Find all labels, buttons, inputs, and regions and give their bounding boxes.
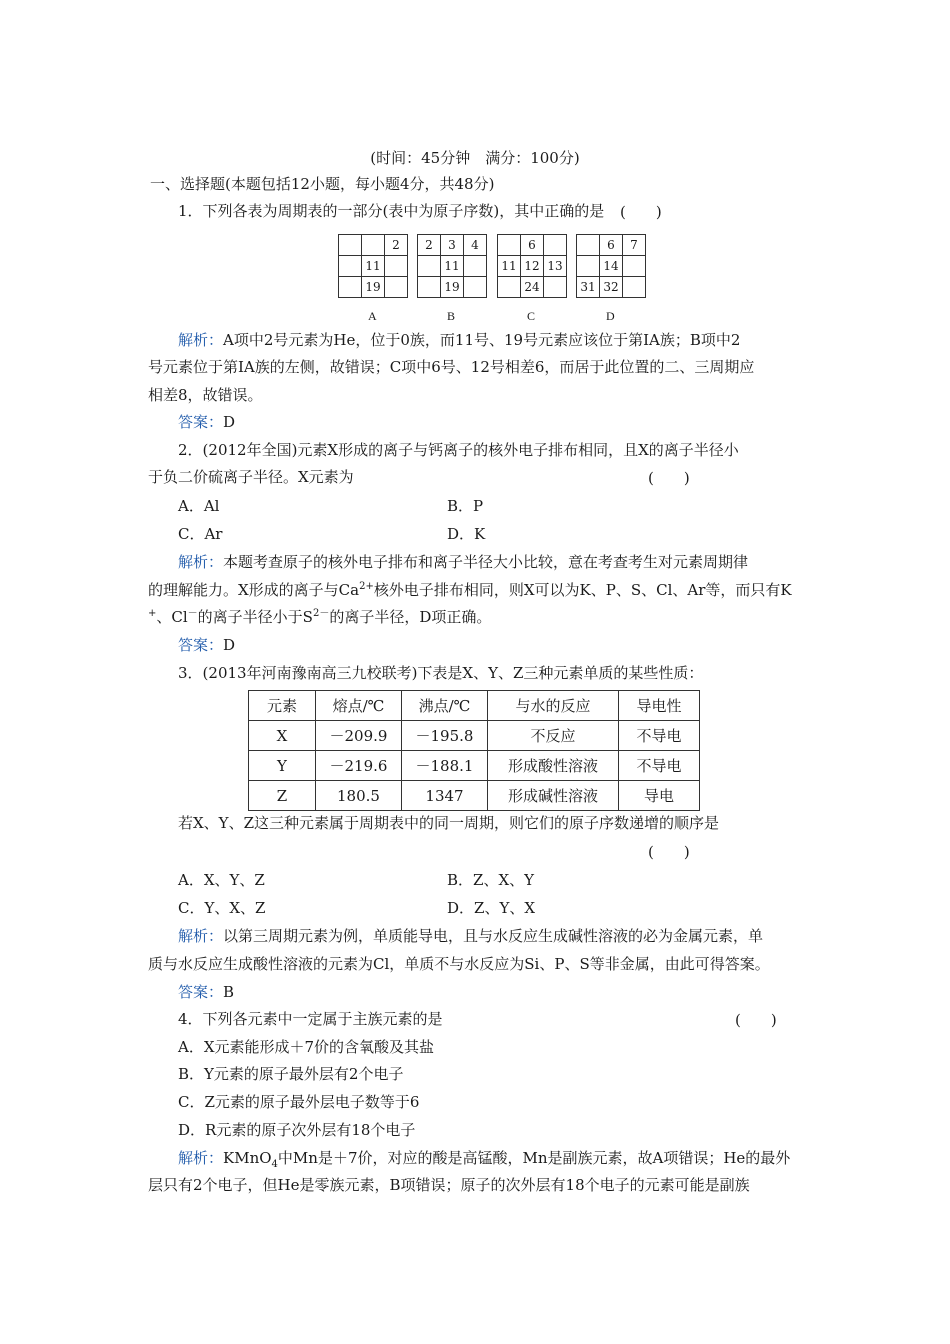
q1-analysis-line-2: 号元素位于第ⅠA族的左侧，故错误；C项中6号、12号相差6，而居于此位置的二、三周期应 <box>148 358 755 376</box>
q1-stem: 1．下列各表为周期表的一部分(表中为原子序数)，其中正确的是 <box>178 202 605 220</box>
q3-answer-paren: ( ) <box>648 843 690 861</box>
answer-label: 答案： <box>178 636 224 654</box>
grid-cell: 12 <box>521 256 544 277</box>
subscript-number: 4 <box>271 1159 278 1170</box>
table-row <box>249 751 700 781</box>
grid-cell <box>418 256 441 277</box>
table-cell: 不导电 <box>619 721 700 751</box>
q3-answer-line <box>178 982 234 1002</box>
q1-analysis-text-1: A项中2号元素为He，位于0族，而11号、19号元素应该位于第ⅠA族；B项中2 <box>223 331 741 349</box>
grid-cell: 7 <box>623 235 646 256</box>
table-row <box>249 781 700 811</box>
analysis-label: 解析： <box>178 331 224 349</box>
table-row <box>249 721 700 751</box>
grid-cell <box>385 277 408 298</box>
q4-analysis-text-1a: KMnO <box>223 1149 272 1167</box>
grid-cell <box>577 256 600 277</box>
q2-option-b: B．P <box>447 497 484 515</box>
q2-option-d: D．K <box>447 525 486 543</box>
grid-cell: 31 <box>577 277 600 298</box>
q2-analysis-text-2b: 核外电子排布相同，则X可以为K、P、S、Cl、Ar等，而只有K <box>373 581 792 599</box>
q3-stem-line-2: 若X、Y、Z这三种元素属于周期表中的同一周期，则它们的原子序数递增的顺序是 <box>178 814 720 832</box>
grid-cell: 32 <box>600 277 623 298</box>
q1-grid-b <box>417 234 487 298</box>
q3-option-b: B．Z、X、Y <box>447 871 535 889</box>
q3-analysis-line-1 <box>178 926 763 946</box>
grid-cell: 11 <box>441 256 464 277</box>
q4-answer-paren: ( ) <box>735 1011 777 1029</box>
q2-analysis-text-3c: 的离子半径，D项正确。 <box>329 608 492 626</box>
q2-analysis-line-1 <box>178 552 748 572</box>
analysis-label: 解析： <box>178 1149 224 1167</box>
superscript-charge: 2－ <box>312 608 330 619</box>
q1-grid-label-a: A <box>368 309 377 323</box>
q1-answer: D <box>223 413 236 431</box>
q2-stem-line-1: 2．(2012年全国)元素X形成的离子与钙离子的核外电子排布相同，且X的离子半径小 <box>178 441 739 459</box>
superscript-charge: + <box>148 608 157 619</box>
table-header-cell: 沸点/℃ <box>402 691 488 721</box>
q4-analysis-text-1b: 中Mn是＋7价，对应的酸是高锰酸，Mn是副族元素，故A项错误；He的最外 <box>277 1149 791 1167</box>
q1-answer-line <box>178 412 235 432</box>
table-header-cell: 与水的反应 <box>488 691 619 721</box>
answer-label: 答案： <box>178 983 224 1001</box>
table-cell: －209.9 <box>316 721 402 751</box>
table-cell: －219.6 <box>316 751 402 781</box>
table-cell: －188.1 <box>402 751 488 781</box>
grid-cell: 11 <box>362 256 385 277</box>
q1-grid-label-c: C <box>527 309 536 323</box>
q4-option-a: A．X元素能形成＋7价的含氧酸及其盐 <box>178 1038 435 1056</box>
grid-cell <box>339 235 362 256</box>
table-header-cell: 导电性 <box>619 691 700 721</box>
grid-cell <box>544 277 567 298</box>
q1-answer-paren: ( ) <box>620 203 662 221</box>
q3-answer: B <box>223 983 235 1001</box>
q3-stem: 3．(2013年河南豫南高三九校联考)下表是X、Y、Z三种元素单质的某些性质： <box>178 664 704 682</box>
table-cell: 不反应 <box>488 721 619 751</box>
q4-stem: 4．下列各元素中一定属于主族元素的是 <box>178 1010 443 1028</box>
q2-answer: D <box>223 636 236 654</box>
q4-option-b: B．Y元素的原子最外层有2个电子 <box>178 1065 404 1083</box>
table-cell: X <box>249 721 316 751</box>
table-cell: 180.5 <box>316 781 402 811</box>
q2-analysis-line-3 <box>148 607 491 627</box>
grid-cell <box>577 235 600 256</box>
grid-cell: 19 <box>362 277 385 298</box>
grid-cell <box>498 277 521 298</box>
q2-analysis-text-1: 本题考查原子的核外电子排布和离子半径大小比较，意在考查考生对元素周期律 <box>223 553 749 571</box>
grid-cell <box>498 235 521 256</box>
time-score-header: (时间：45分钟 满分：100分) <box>370 149 580 167</box>
grid-cell: 2 <box>418 235 441 256</box>
q3-analysis-line-2: 质与水反应生成酸性溶液的元素为Cl，单质不与水反应为Si、P、S等非金属，由此可得答案。 <box>148 955 770 973</box>
q1-grid-label-d: D <box>606 309 615 323</box>
superscript-charge: － <box>187 608 198 619</box>
grid-cell <box>362 235 385 256</box>
grid-cell: 13 <box>544 256 567 277</box>
grid-cell: 4 <box>464 235 487 256</box>
table-cell: 不导电 <box>619 751 700 781</box>
grid-cell: 6 <box>600 235 623 256</box>
q1-grid-a <box>338 234 408 298</box>
grid-cell <box>464 277 487 298</box>
table-cell: 形成碱性溶液 <box>488 781 619 811</box>
superscript-charge: 2+ <box>359 581 374 592</box>
q2-answer-line <box>178 635 235 655</box>
table-header-cell: 元素 <box>249 691 316 721</box>
grid-cell <box>339 277 362 298</box>
grid-cell <box>464 256 487 277</box>
grid-cell: 11 <box>498 256 521 277</box>
q1-analysis-line-3: 相差8，故错误。 <box>148 386 263 404</box>
analysis-label: 解析： <box>178 927 224 945</box>
grid-cell: 3 <box>441 235 464 256</box>
q4-option-c: C．Z元素的原子最外层电子数等于6 <box>178 1093 420 1111</box>
q2-analysis-text-3a: 、Cl <box>156 608 188 626</box>
analysis-label: 解析： <box>178 553 224 571</box>
q1-grid-c <box>497 234 567 298</box>
q3-analysis-text-1: 以第三周期元素为例，单质能导电，且与水反应生成碱性溶液的必为金属元素，单 <box>223 927 764 945</box>
grid-cell <box>339 256 362 277</box>
grid-cell: 24 <box>521 277 544 298</box>
table-cell: Z <box>249 781 316 811</box>
q1-grid-label-b: B <box>447 309 456 323</box>
table-cell: 形成酸性溶液 <box>488 751 619 781</box>
table-cell: 1347 <box>402 781 488 811</box>
q2-option-a: A．Al <box>178 497 220 515</box>
q2-option-c: C．Ar <box>178 525 223 543</box>
q2-analysis-line-2 <box>148 580 792 600</box>
q4-option-d: D．R元素的原子次外层有18个电子 <box>178 1121 416 1139</box>
table-header-cell: 熔点/℃ <box>316 691 402 721</box>
table-cell: －195.8 <box>402 721 488 751</box>
q3-option-c: C．Y、X、Z <box>178 899 266 917</box>
grid-cell <box>418 277 441 298</box>
q2-stem-line-2: 于负二价硫离子半径。X元素为 <box>148 468 354 486</box>
grid-cell <box>385 256 408 277</box>
grid-cell <box>623 277 646 298</box>
grid-cell: 6 <box>521 235 544 256</box>
grid-cell: 19 <box>441 277 464 298</box>
q1-grid-d <box>576 234 646 298</box>
q4-analysis-line-2: 层只有2个电子，但He是零族元素，B项错误；原子的次外层有18个电子的元素可能是副族 <box>148 1176 750 1194</box>
q3-properties-table <box>248 690 700 811</box>
q3-option-d: D．Z、Y、X <box>447 899 536 917</box>
table-cell: Y <box>249 751 316 781</box>
q2-analysis-text-3b: 的离子半径小于S <box>197 608 313 626</box>
q3-option-a: A．X、Y、Z <box>178 871 265 889</box>
table-cell: 导电 <box>619 781 700 811</box>
grid-cell <box>544 235 567 256</box>
section-title: 一、选择题(本题包括12小题，每小题4分，共48分) <box>150 175 495 193</box>
q1-analysis-line-1 <box>178 330 740 350</box>
grid-cell: 14 <box>600 256 623 277</box>
q4-analysis-line-1 <box>178 1148 790 1168</box>
answer-label: 答案： <box>178 413 224 431</box>
q2-analysis-text-2a: 的理解能力。X形成的离子与Ca <box>148 581 360 599</box>
grid-cell <box>623 256 646 277</box>
grid-cell: 2 <box>385 235 408 256</box>
q2-answer-paren: ( ) <box>648 469 690 487</box>
